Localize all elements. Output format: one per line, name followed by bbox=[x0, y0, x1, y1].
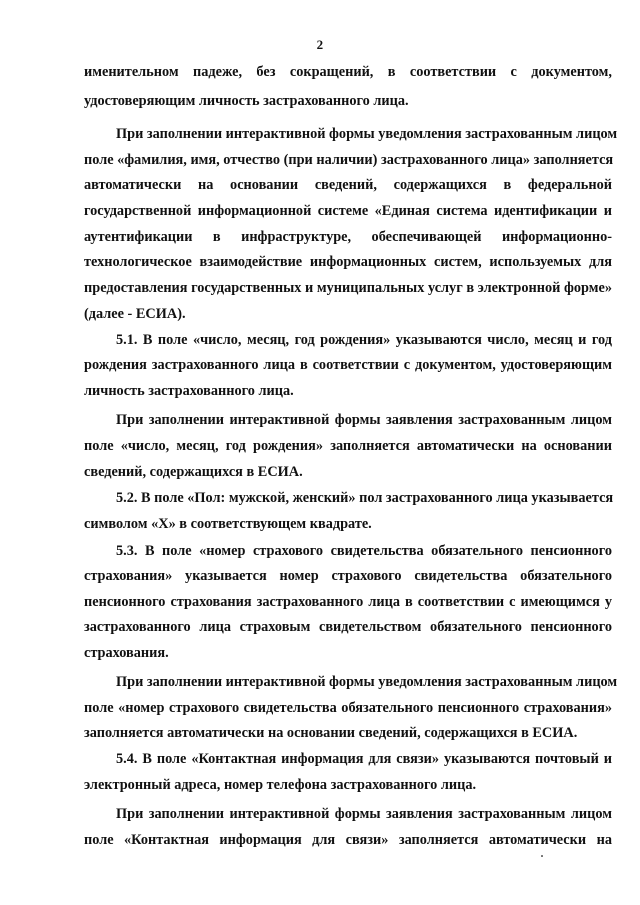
text-line: При заполнении интерактивной формы заявления застрахованным лицом bbox=[116, 806, 612, 822]
text-line: сведений, содержащихся в ЕСИА. bbox=[84, 464, 303, 480]
text-line: рождения застрахованного лица в соответствии с документом, удостоверяющим bbox=[84, 357, 612, 373]
text-line: поле «число, месяц, год рождения» заполняется автоматически на основании bbox=[84, 438, 612, 454]
text-line: При заполнении интерактивной формы уведомления застрахованным лицом bbox=[116, 126, 618, 142]
text-line: 5.4. В поле «Контактная информация для связи» указываются почтовый и bbox=[116, 751, 612, 767]
text-line: поле «Контактная информация для связи» заполняется автоматически на bbox=[84, 832, 612, 848]
text-line: 5.3. В поле «номер страхового свидетельства обязательного пенсионного bbox=[116, 543, 612, 559]
text-line: аутентификации в инфраструктуре, обеспечивающей информационно- bbox=[84, 229, 612, 245]
text-line: удостоверяющим личность застрахованного лица. bbox=[84, 93, 409, 109]
text-line: технологическое взаимодействие информационных систем, используемых для bbox=[84, 254, 612, 270]
text-line: заполняется автоматически на основании сведений, содержащихся в ЕСИА. bbox=[84, 725, 578, 741]
text-line: 5.2. В поле «Пол: мужской, женский» пол застрахованного лица указывается bbox=[116, 490, 614, 506]
text-line: предоставления государственных и муниципальных услуг в электронной форме» bbox=[84, 280, 612, 296]
scan-speck bbox=[541, 855, 543, 857]
text-line: При заполнении интерактивной формы уведомления застрахованным лицом bbox=[116, 674, 618, 690]
text-line: автоматически на основании сведений, содержащихся в федеральной bbox=[84, 177, 612, 193]
text-line: (далее - ЕСИА). bbox=[84, 306, 186, 322]
text-line: страхования» указывается номер страхового свидетельства обязательного bbox=[84, 568, 612, 584]
text-line: застрахованного лица страховым свидетельством обязательного пенсионного bbox=[84, 619, 612, 635]
text-line: личность застрахованного лица. bbox=[84, 383, 294, 399]
page-number: 2 bbox=[316, 37, 324, 52]
text-line: страхования. bbox=[84, 645, 169, 661]
text-line: именительном падеже, без сокращений, в соответствии с документом, bbox=[84, 64, 612, 80]
text-line: При заполнении интерактивной формы заявления застрахованным лицом bbox=[116, 412, 612, 428]
text-line: пенсионного страхования застрахованного лица в соответствии с имеющимся у bbox=[84, 594, 612, 610]
text-line: электронный адреса, номер телефона застрахованного лица. bbox=[84, 777, 477, 793]
text-line: 5.1. В поле «число, месяц, год рождения» указываются число, месяц и год bbox=[116, 332, 612, 348]
text-line: поле «номер страхового свидетельства обязательного пенсионного страхования» bbox=[84, 700, 612, 716]
text-line: государственной информационной системе «Единая система идентификации и bbox=[84, 203, 612, 219]
text-line: символом «X» в соответствующем квадрате. bbox=[84, 516, 372, 532]
text-line: поле «фамилия, имя, отчество (при наличии) застрахованного лица» заполняется bbox=[84, 152, 614, 168]
